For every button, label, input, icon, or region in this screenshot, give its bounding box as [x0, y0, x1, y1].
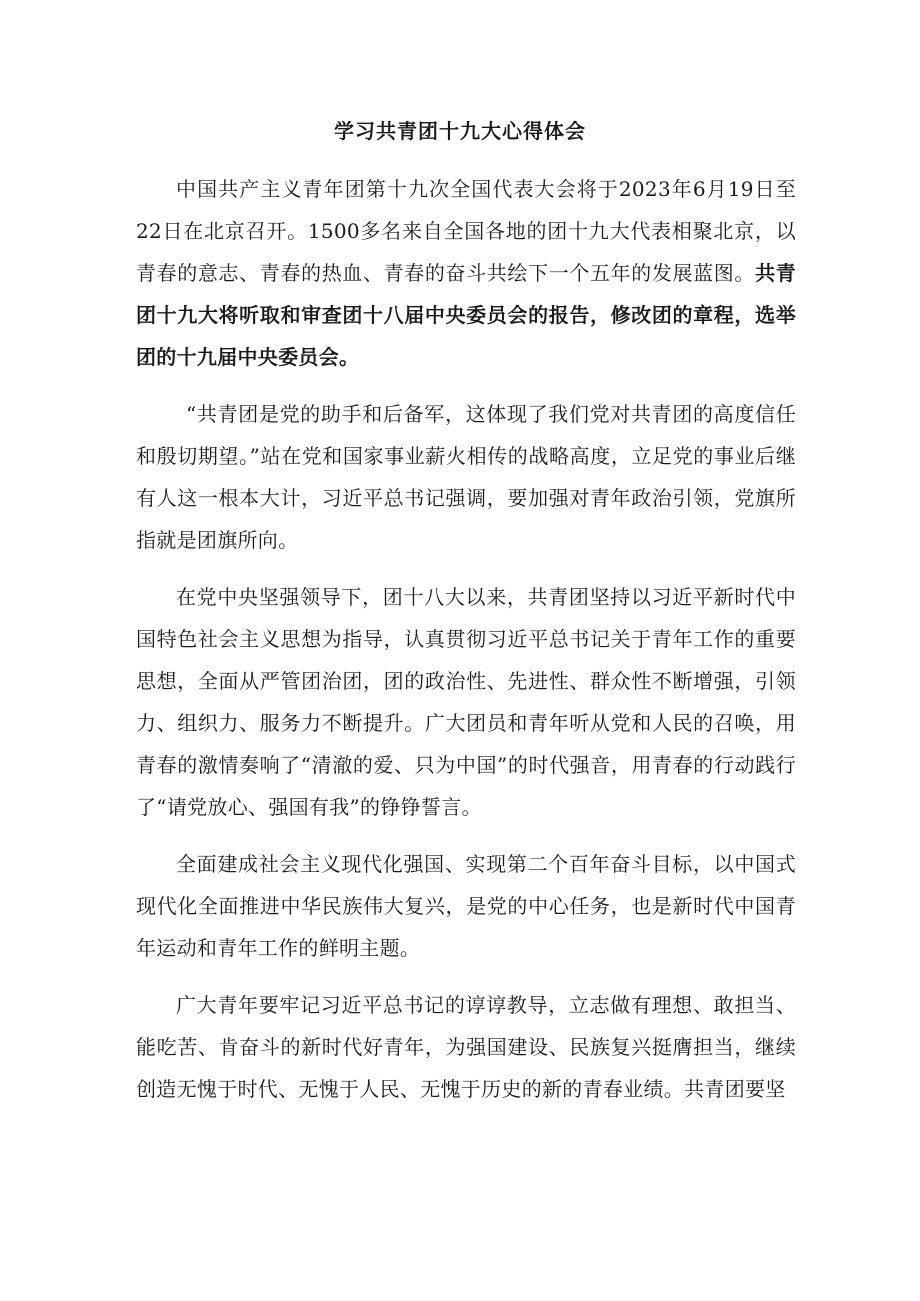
paragraph-league-achievements	[136, 576, 796, 828]
paragraph-text: “共青团是党的助手和后备军，这体现了我们党对共青团的高度信任和殷切期望。”站在党和国家事业薪火相传的战略高度，立足党的事业后继有人这一根本大计，习近平总书记强调，要加强对青年政治引领，党旗所指就是团旗所向。	[136, 402, 796, 552]
paragraph-text: 广大青年要牢记习近平总书记的谆谆教导，立志做有理想、敢担当、能吃苦、肯奋斗的新时代好青年，为强国建设、民族复兴挺膺担当，继续创造无愧于时代、无愧于人民、无愧于历史的新的青春业绩。共青团要坚	[136, 993, 796, 1101]
paragraph-bold-text: 共青团十九大将听取和审查团十八届中央委员会的报告，修改团的章程，选举团的十九届中央委员会。	[136, 261, 796, 369]
paragraph-party-assistant	[136, 393, 796, 561]
paragraph-text: 全面建成社会主义现代化强国、实现第二个百年奋斗目标，以中国式现代化全面推进中华民族伟大复兴，是党的中心任务，也是新时代中国青年运动和青年工作的鲜明主题。	[136, 852, 796, 960]
document-title: 学习共青团十九大心得体会	[334, 119, 586, 143]
paragraph-youth-mission	[136, 984, 796, 1110]
paragraph-text: 中国共产主义青年团第十九次全国代表大会将于2023年6月19日至22日在北京召开。1500多名来自全国各地的团十九大代表相聚北京，以青春的意志、青春的热血、青春的奋斗共绘下一个五年的发展蓝图。	[136, 177, 796, 285]
document-body	[136, 168, 796, 1125]
paragraph-text: 在党中央坚强领导下，团十八大以来，共青团坚持以习近平新时代中国特色社会主义思想为指导，认真贯彻习近平总书记关于青年工作的重要思想，全面从严管团治团，团的政治性、先进性、群众性不断增强，引领力、组织力、服务力不断提升。广大团员和青年听从党和人民的召唤，用青春的激情奏响了“清澈的爱、只为中国”的时代强音，用青春的行动践行了“请党放心、强国有我”的铮铮誓言。	[136, 585, 796, 819]
paragraph-congress-announcement	[136, 168, 796, 378]
paragraph-central-task	[136, 843, 796, 969]
